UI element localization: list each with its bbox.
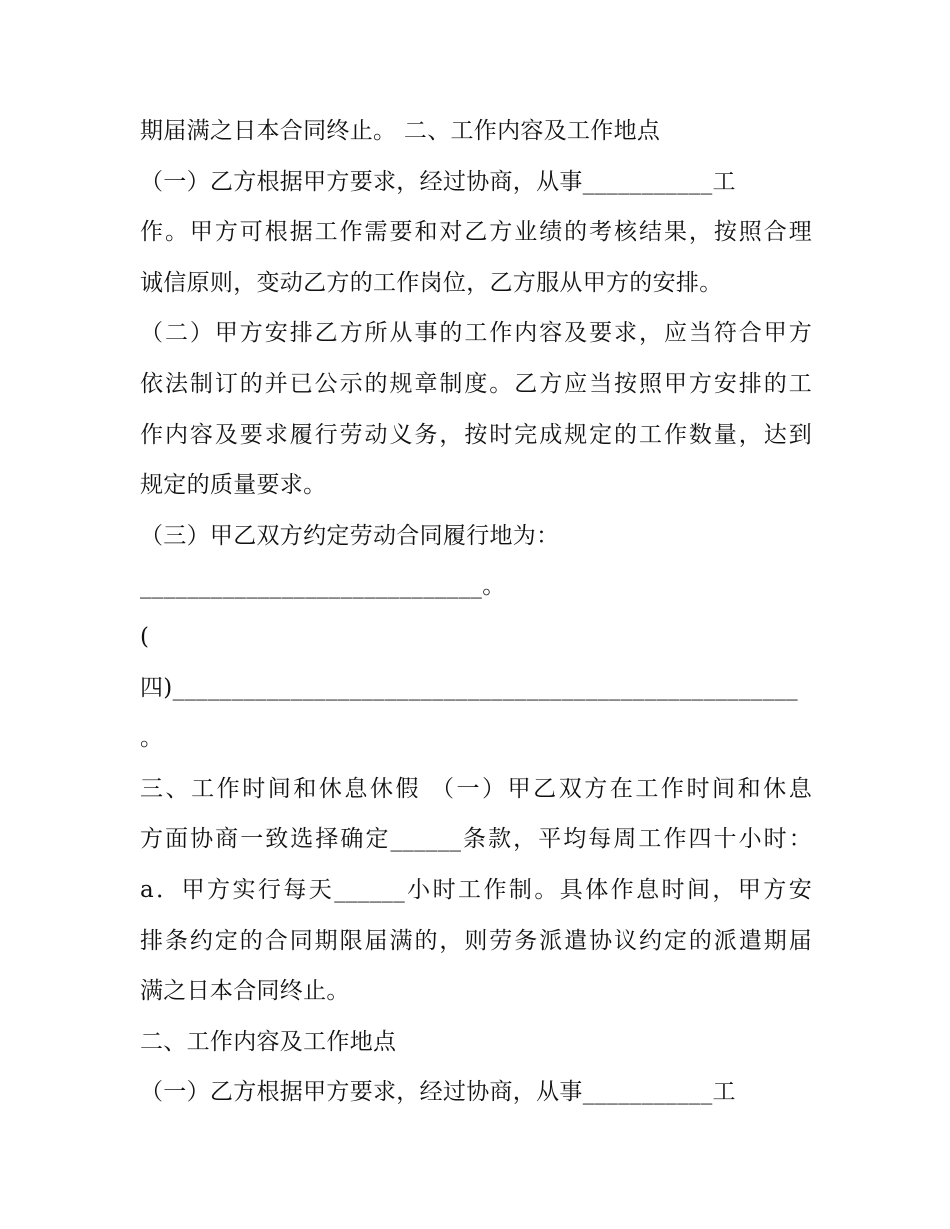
text-line-11: ( [140, 623, 150, 650]
text-line-14: 三、工作时间和休息休假 （一）甲乙双方在工作时间和休息 [140, 775, 812, 802]
text-line-17: 排条约定的合同期限届满的，则劳务派遣协议约定的派遣期届 [140, 927, 812, 954]
text-line-16: a．甲方实行每天______小时工作制。具体作息时间，甲方安 [140, 876, 812, 903]
text-line-10: _____________________________。 [140, 573, 506, 600]
contract-page [140, 106, 812, 1118]
text-line-1: 期届满之日本合同终止。 二、工作内容及工作地点 [140, 118, 661, 144]
text-line-9: （三）甲乙双方约定劳动合同履行地为： [140, 522, 560, 549]
text-line-6: 依法制订的并已公示的规章制度。乙方应当按照甲方安排的工 [140, 370, 812, 397]
text-line-3: 作。甲方可根据工作需要和对乙方业绩的考核结果，按照合理 [140, 219, 812, 246]
text-line-8: 规定的质量要求。 [140, 472, 327, 499]
text-line-19: 二、工作内容及工作地点 [140, 1028, 397, 1055]
text-line-12: 四)_____________________________________________________ [140, 674, 798, 701]
text-line-20: （一）乙方根据甲方要求，经过协商，从事___________工 [140, 1079, 736, 1106]
text-line-2: （一）乙方根据甲方要求，经过协商，从事___________工 [140, 168, 736, 195]
text-line-7: 作内容及要求履行劳动义务，按时完成规定的工作数量，达到 [140, 421, 812, 448]
text-line-13: 。 [140, 725, 164, 752]
text-line-4: 诚信原则，变动乙方的工作岗位，乙方服从甲方的安排。 [140, 269, 723, 296]
text-line-15: 方面协商一致选择确定______条款，平均每周工作四十小时： [140, 826, 812, 853]
text-line-5: （二）甲方安排乙方所从事的工作内容及要求，应当符合甲方 [140, 320, 812, 347]
text-line-18: 满之日本合同终止。 [140, 978, 350, 1005]
